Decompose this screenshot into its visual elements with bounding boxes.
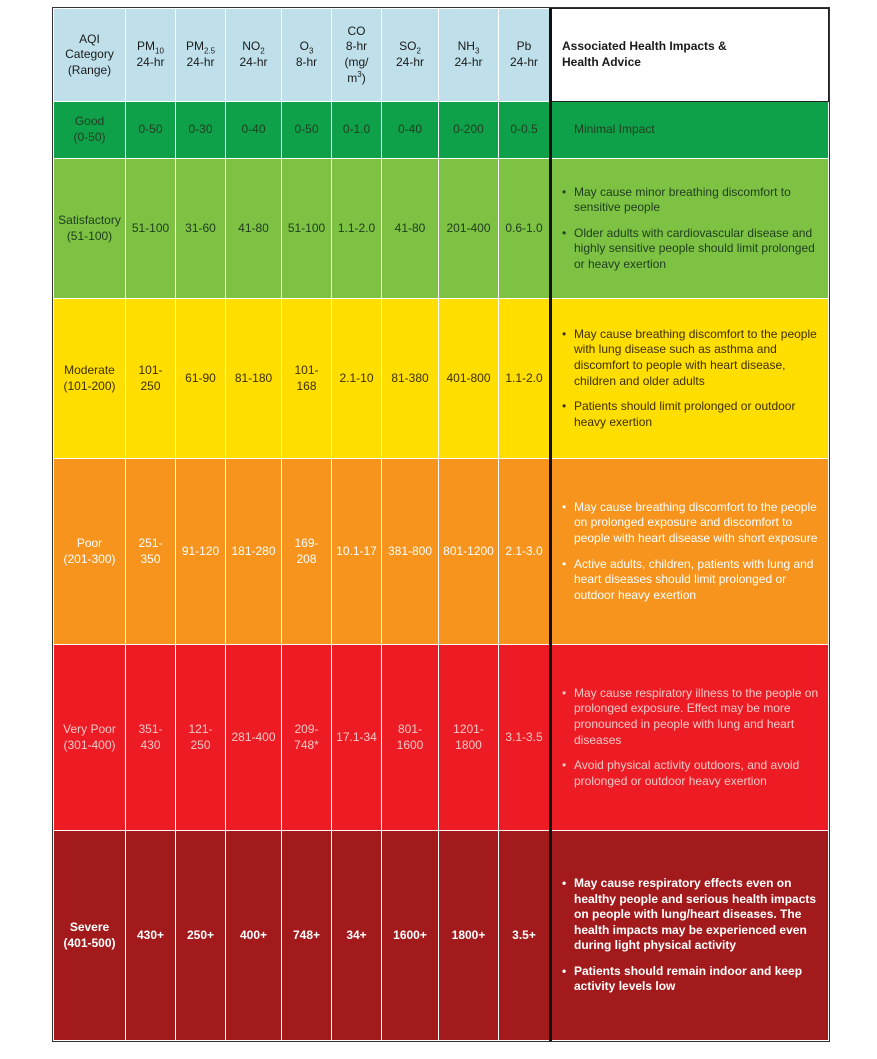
header-nh3: $NH_3$ 24-hr [439, 9, 499, 102]
header-health-advice: Associated Health Impacts & Health Advice [551, 9, 829, 102]
pb-cell: 1.1-2.0 [499, 299, 551, 459]
health-advice-cell [551, 459, 829, 645]
health-advice-cell [551, 299, 829, 459]
co-cell: 34+ [332, 831, 382, 1041]
no2-cell: 0-40 [226, 102, 282, 159]
so2-cell: 81-380 [382, 299, 439, 459]
no2-cell: 400+ [226, 831, 282, 1041]
co-cell: 1.1-2.0 [332, 159, 382, 299]
pm10-cell: 51-100 [126, 159, 176, 299]
o3-cell: 209-748* [282, 645, 332, 831]
no2-cell: 281-400 [226, 645, 282, 831]
aqi-table [53, 8, 829, 1041]
advice-item: • Older adults with cardiovascular disease and highly sensitive people should limit prolonged or heavy exertion [560, 226, 820, 273]
aqi-row-very-poor [54, 645, 829, 831]
header-o3: $O_3$ 8-hr [282, 9, 332, 102]
nh3-cell: 201-400 [439, 159, 499, 299]
co-cell: 0-1.0 [332, 102, 382, 159]
advice-item: • May cause respiratory illness to the people on prolonged exposure. Effect may be more pronounced in people with lung and heart diseases [560, 686, 820, 748]
o3-cell: 0-50 [282, 102, 332, 159]
pm25-cell: 61-90 [176, 299, 226, 459]
aqi-row-satisfactory [54, 159, 829, 299]
pm10-cell: 101-250 [126, 299, 176, 459]
nh3-cell: 801-1200 [439, 459, 499, 645]
co-cell: 10.1-17 [332, 459, 382, 645]
advice-item: • May cause minor breathing discomfort to sensitive people [560, 185, 820, 216]
health-advice-cell [551, 159, 829, 299]
o3-cell: 748+ [282, 831, 332, 1041]
category-cell: Satisfactory (51-100) [54, 159, 126, 299]
category-cell: Severe (401-500) [54, 831, 126, 1041]
co-cell: 17.1-34 [332, 645, 382, 831]
advice-item: • Patients should limit prolonged or outdoor heavy exertion [560, 399, 820, 430]
advice-item: • Avoid physical activity outdoors, and avoid prolonged or outdoor heavy exertion [560, 758, 820, 789]
no2-cell: 81-180 [226, 299, 282, 459]
pb-cell: 3.5+ [499, 831, 551, 1041]
nh3-cell: 401-800 [439, 299, 499, 459]
so2-cell: 801-1600 [382, 645, 439, 831]
aqi-row-moderate [54, 299, 829, 459]
so2-cell: 381-800 [382, 459, 439, 645]
category-cell: Very Poor (301-400) [54, 645, 126, 831]
pm25-cell: 91-120 [176, 459, 226, 645]
nh3-cell: 0-200 [439, 102, 499, 159]
pm25-cell: 31-60 [176, 159, 226, 299]
health-advice-cell: Minimal Impact [551, 102, 829, 159]
co-cell: 2.1-10 [332, 299, 382, 459]
pb-cell: 3.1-3.5 [499, 645, 551, 831]
pb-cell: 0.6-1.0 [499, 159, 551, 299]
aqi-row-good [54, 102, 829, 159]
pm10-cell: 430+ [126, 831, 176, 1041]
pm25-cell: 121-250 [176, 645, 226, 831]
category-cell: Moderate (101-200) [54, 299, 126, 459]
pb-cell: 2.1-3.0 [499, 459, 551, 645]
o3-cell: 169-208 [282, 459, 332, 645]
health-advice-cell [551, 645, 829, 831]
advice-item: • Patients should remain indoor and keep activity levels low [560, 964, 820, 995]
so2-cell: 41-80 [382, 159, 439, 299]
header-pb: Pb 24-hr [499, 9, 551, 102]
pm25-cell: 250+ [176, 831, 226, 1041]
pm10-cell: 351-430 [126, 645, 176, 831]
header-co: CO 8-hr (mg/ $m^3$) [332, 9, 382, 102]
so2-cell: 1600+ [382, 831, 439, 1041]
nh3-cell: 1201-1800 [439, 645, 499, 831]
advice-item: • Active adults, children, patients with lung and heart diseases should limit prolonged or outdoor heavy exertion [560, 557, 820, 604]
aqi-row-severe [54, 831, 829, 1041]
pm10-cell: 251-350 [126, 459, 176, 645]
category-cell: Poor (201-300) [54, 459, 126, 645]
advice-item: • May cause breathing discomfort to the people on prolonged exposure and discomfort to people with heart disease with short exposure [560, 500, 820, 547]
aqi-row-poor [54, 459, 829, 645]
pm25-cell: 0-30 [176, 102, 226, 159]
advice-item: • May cause respiratory effects even on healthy people and serious health impacts on people with lung/heart diseases. The health impacts may be experienced even during light physical activity [560, 876, 820, 954]
no2-cell: 41-80 [226, 159, 282, 299]
pb-cell: 0-0.5 [499, 102, 551, 159]
header-pm10: $PM_{10}$ 24-hr [126, 9, 176, 102]
o3-cell: 101-168 [282, 299, 332, 459]
header-no2: $NO_2$ 24-hr [226, 9, 282, 102]
header-row [54, 9, 829, 102]
o3-cell: 51-100 [282, 159, 332, 299]
header-pm25: $PM_{2.5}$ 24-hr [176, 9, 226, 102]
health-advice-cell [551, 831, 829, 1041]
so2-cell: 0-40 [382, 102, 439, 159]
header-category: AQI Category (Range) [54, 9, 126, 102]
advice-item: • May cause breathing discomfort to the people with lung disease such as asthma and discomfort to people with heart disease, children and older adults [560, 327, 820, 389]
category-cell: Good (0-50) [54, 102, 126, 159]
pm10-cell: 0-50 [126, 102, 176, 159]
no2-cell: 181-280 [226, 459, 282, 645]
nh3-cell: 1800+ [439, 831, 499, 1041]
header-so2: $SO_2$ 24-hr [382, 9, 439, 102]
